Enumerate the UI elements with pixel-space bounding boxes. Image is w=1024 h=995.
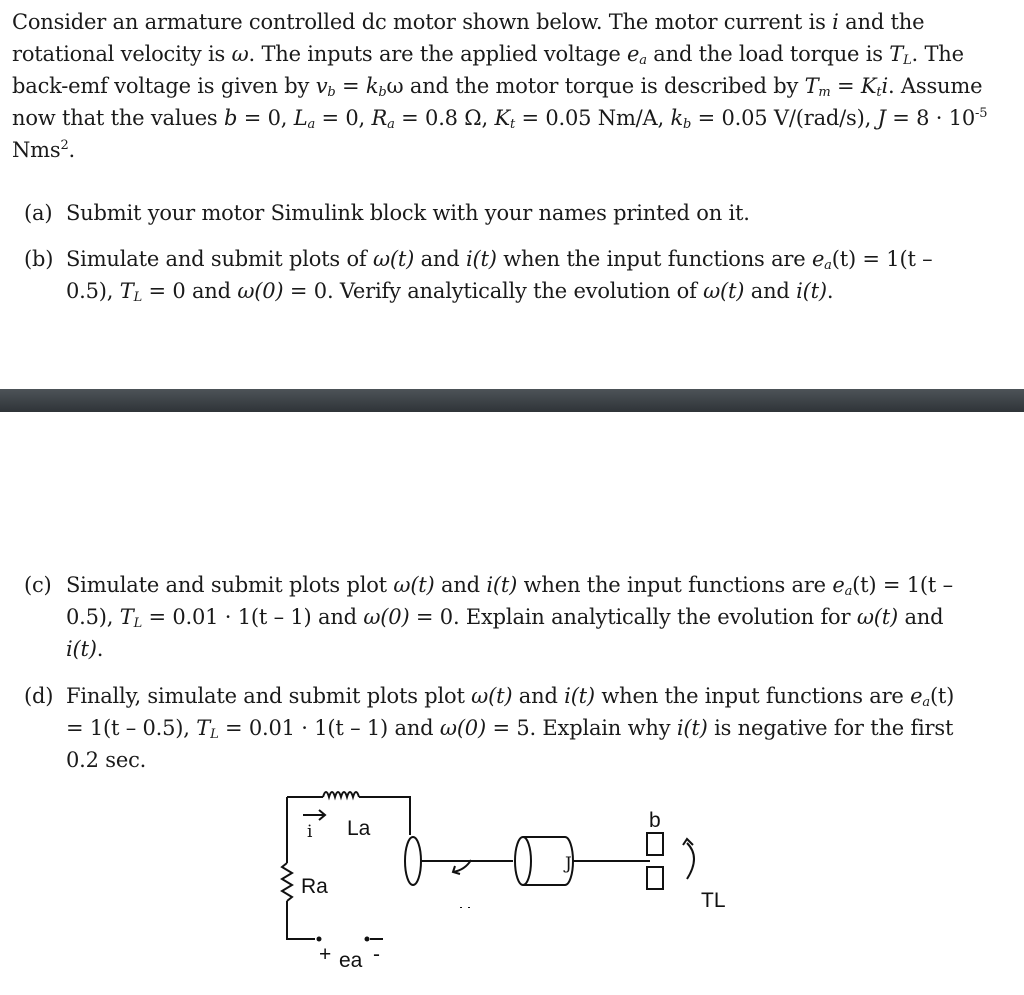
diagram-label-b: b <box>649 809 661 832</box>
part-d-label: (d) <box>24 684 54 708</box>
part-d-text: Finally, simulate and submit plots plot ω(t) and i(t) when the input functions are $e_a(t)$ = 1(t – 0.5), $T_L = 0.01 \cdot 1(t - 1)$ and ω(0) = 5. Explain why i(t) is negative for the first 0.2 sec. <box>66 684 955 772</box>
diagram-label-plus: + <box>319 943 332 966</box>
problem-statement <box>12 6 1012 166</box>
inductor-coil <box>323 792 359 797</box>
part-d <box>24 680 1000 776</box>
load-cylinder-face <box>515 837 531 885</box>
circuit-left-wire-bottom <box>287 901 315 939</box>
resistor-zigzag <box>282 863 292 901</box>
part-b-text: Simulate and submit plots of ω(t) and i(t) when the input functions are $e_a(t) = 1(t$ – 0.5), $T_L = 0$ and ω(0) = 0. Verify analytically the evolution of ω(t) and i(t). <box>66 247 933 305</box>
part-a <box>24 197 1000 229</box>
diagram-label-J: J <box>565 854 572 874</box>
current-arrow <box>303 810 325 820</box>
part-a-label: (a) <box>24 201 53 225</box>
damper-upper <box>647 833 663 855</box>
diagram-label-La: La <box>347 817 371 840</box>
diagram-label-i: i <box>307 822 313 842</box>
part-a-text: Submit your motor Simulink block with your names printed on it. <box>66 201 750 225</box>
intro-line-3: back-emf voltage is given by $v_b = k_b\omega$ and the motor torque is described by $T_m = K_ti$. Assume <box>12 74 983 100</box>
motor-diagram <box>255 775 735 985</box>
intro-line-5: Nms$^2$. <box>12 138 76 162</box>
damper-lower <box>647 867 663 889</box>
diagram-label-Ra: Ra <box>301 875 328 898</box>
load-torque-arrow <box>683 839 694 879</box>
motor-diagram-svg <box>255 775 735 985</box>
part-b <box>24 243 1000 307</box>
terminal-plus <box>317 937 322 942</box>
shaft-arrow <box>453 860 471 874</box>
diagram-label-ea: ea <box>339 949 363 972</box>
terminal-minus <box>365 937 370 942</box>
diagram-label-TL: TL <box>701 889 726 912</box>
dot-marker <box>461 907 469 908</box>
part-b-label: (b) <box>24 247 54 271</box>
intro-line-2: rotational velocity is ω. The inputs are the applied voltage $e_a$ and the load torque is $T_L$. The <box>12 42 964 68</box>
part-c-text: Simulate and submit plots plot ω(t) and i(t) when the input functions are $e_a(t) = 1(t$ – 0.5), $T_L = 0.01 \cdot 1(t - 1)$ and ω(0) = 0. Explain analytically the evolution for ω(t) and i(t). <box>66 573 953 661</box>
page-divider <box>0 389 1024 412</box>
part-c-label: (c) <box>24 573 52 597</box>
armature-ellipse <box>405 837 421 885</box>
intro-line-1: Consider an armature controlled dc motor shown below. The motor current is i and the <box>12 10 925 34</box>
intro-line-4: now that the values b = 0, $L_a = 0$, $R_a = 0.8$ Ω, $K_t = 0.05$ Nm/A, $k_b = 0.05$ V/(rad/s), $J = 8 \cdot 10^{-5}$ <box>12 106 988 132</box>
diagram-label-minus: - <box>373 943 380 966</box>
part-c <box>24 569 1000 665</box>
